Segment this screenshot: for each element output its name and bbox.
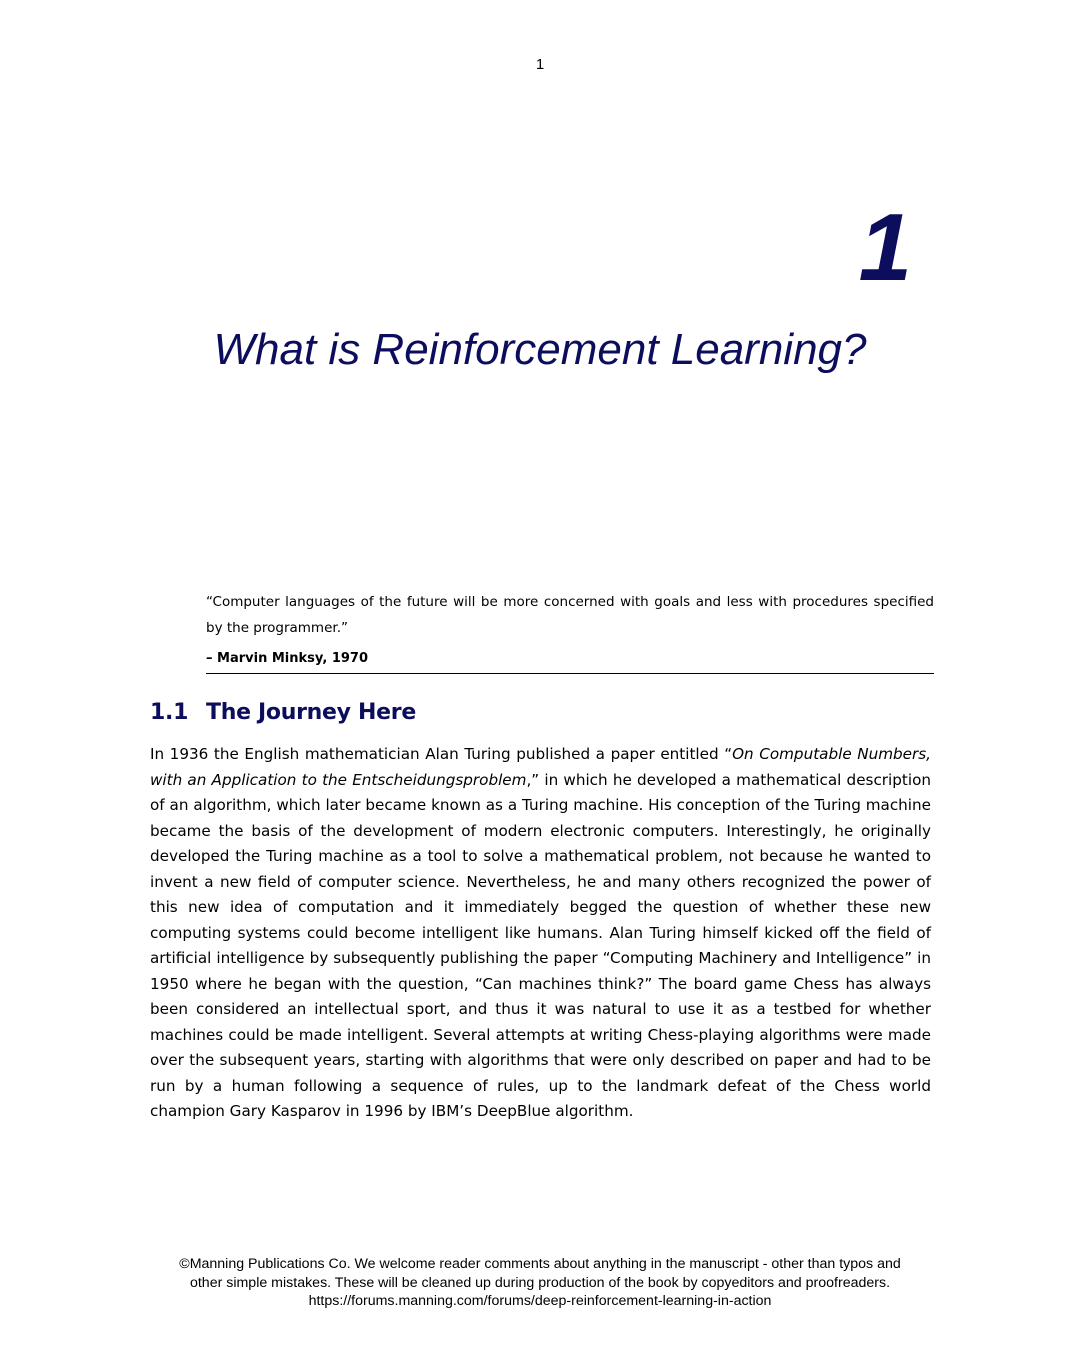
section-heading	[150, 700, 416, 725]
paper-title-italic: On Computable Numbers, with an Application to the Entscheidungsproblem	[150, 745, 931, 789]
epigraph-quote: “Computer languages of the future will be more concerned with goals and less with procedures specified by the programmer.”	[206, 594, 934, 636]
body-text-part2: ,” in which he developed a mathematical description of an algorithm, which later became known as a Turing machine. His conception of the Turing machine became the basis of the development of modern electronic computers. Interestingly, he originally developed the Turing machine as a tool to solve a mathematical problem, not because he wanted to invent a new field of computer science. Nevertheless, he and many others recognized the power of this new idea of computation and it immediately begged the question of whether these new computing systems could become intelligent like humans. Alan Turing himself kicked off the field of artificial intelligence by subsequently publishing the paper “Computing Machinery and Intelligence” in 1950 where he began with the question, “Can machines think?” The board game Chess has always been considered an intellectual sport, and thus it was natural to use it as a testbed for whether machines could be made intelligent. Several attempts at writing Chess-playing algorithms were made over the subsequent years, starting with algorithms that were only described on paper and had to be run by a human following a sequence of rules, up to the landmark defeat of the Chess world champion Gary Kasparov in 1996 by IBM’s DeepBlue algorithm.	[150, 770, 931, 1120]
epigraph-attribution: – Marvin Minksy, 1970	[206, 649, 934, 674]
body-text-part1: In 1936 the English mathematician Alan Turing published a paper entitled “	[150, 745, 733, 763]
footer	[0, 1255, 1080, 1311]
section-title: The Journey Here	[206, 700, 416, 725]
footer-line-2: other simple mistakes. These will be cleaned up during production of the book by copyeditors and proofreaders.	[189, 1274, 891, 1291]
body-paragraph	[150, 742, 931, 1125]
footer-line-1: ©Manning Publications Co. We welcome reader comments about anything in the manuscript - other than typos and	[179, 1256, 901, 1272]
chapter-number: 1	[858, 194, 912, 301]
section-number: 1.1	[150, 700, 189, 725]
page-number: 1	[535, 56, 545, 73]
epigraph	[206, 589, 934, 674]
chapter-title: What is Reinforcement Learning?	[213, 325, 867, 374]
footer-url: https://forums.manning.com/forums/deep-reinforcement-learning-in-action	[308, 1293, 772, 1309]
